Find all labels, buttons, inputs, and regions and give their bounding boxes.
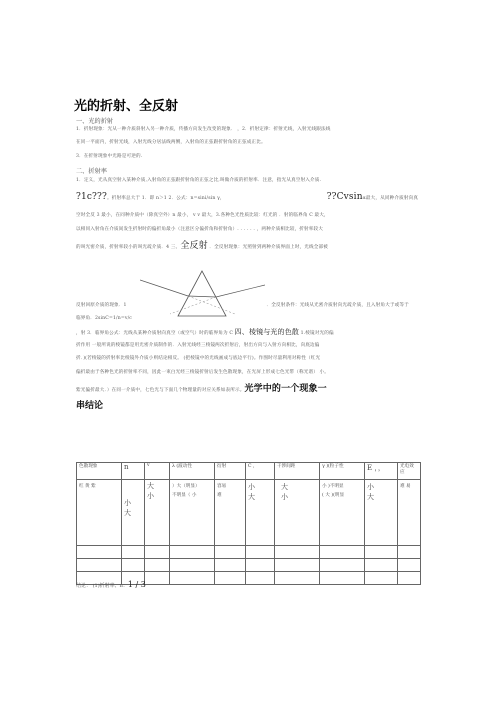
table-cell — [398, 572, 421, 585]
table-cell — [215, 559, 246, 572]
cell-value: 大 — [124, 509, 131, 517]
table-header: 色散现象 — [77, 463, 122, 480]
cell-value: ）大（明显） — [172, 484, 200, 489]
cell-value: 容易 — [217, 484, 227, 489]
inline-heading-prism: 四、棱镜与光的色散 — [234, 328, 299, 336]
section-heading-refractive-index: 二、折射率 — [76, 168, 107, 175]
conclusion-line — [76, 580, 146, 589]
table-header-row — [77, 463, 421, 480]
table-header: 光电效应 — [398, 463, 421, 480]
paragraph-line: 紫光偏折最大．）在同一介质中，七色光与下面几个物理量的对应关系如表所示。 — [76, 388, 245, 393]
paragraph-line: 以相同入射角在介质间发生折射时的偏折角最小（注意区分偏折角和折射角）. . . . . . ，两种介质相比较，折射率较大 — [76, 227, 324, 232]
table-cell — [365, 480, 398, 546]
table-cell — [170, 559, 215, 572]
paragraph-line: 反射回原介质的现象．1 — [76, 303, 127, 308]
table-cell — [145, 559, 170, 572]
cell-value: 小 — [147, 492, 154, 500]
table-cell: 难 易 — [398, 480, 421, 546]
formula-fragment: ?1c??? — [76, 192, 107, 202]
cell-value: 难 — [217, 493, 222, 498]
paragraph-line: ．全反射现象：光照射到两种介质界面上时，光线全部被 — [207, 245, 328, 250]
table-cell — [215, 480, 246, 546]
inline-heading-conclusion-cont: 串结论 — [76, 401, 104, 411]
table-row-empty — [77, 559, 421, 572]
table-cell — [246, 572, 275, 585]
table-header: C ， — [246, 463, 275, 480]
cell-value: 不明显（ 小 — [172, 493, 197, 498]
paragraph-line: α最大，从同种介质射向真 — [362, 196, 419, 201]
section-heading-refraction: 一、光的折射 — [76, 118, 114, 125]
cell-value: 大 — [248, 493, 255, 501]
table-row-empty — [77, 546, 421, 559]
table-cell — [145, 480, 170, 546]
table-cell — [145, 572, 170, 585]
table-cell — [170, 480, 215, 546]
paragraph-line: 折作用 一般所说的棱镜都是用光密介质制作的．入射光线经三棱镜两次折射后，射出方向与入射方向相比，向底边偏 — [76, 343, 320, 348]
table-cell — [398, 546, 421, 559]
page-title: 光的折射、全反射 — [74, 99, 179, 114]
table-cell — [122, 559, 145, 572]
formula-fragment: ??Cvsin — [326, 192, 363, 202]
table-cell — [170, 572, 215, 585]
cell-value: 大 — [281, 483, 288, 491]
paragraph-line: 1．折射现象：光从一种介质斜射入另一种介质，传播方向发生改变的现象． ，2．折射定律：折射光线，入射光线跟法线 — [76, 127, 331, 132]
table-cell — [320, 572, 365, 585]
inline-heading-total-reflection: 全反射 — [180, 241, 208, 251]
table-cell — [77, 546, 122, 559]
cell-value: ( 大 )(明显 — [322, 493, 345, 498]
table-header: 衍射 — [215, 463, 246, 480]
table-cell — [365, 559, 398, 572]
table-cell — [145, 546, 170, 559]
cell-value: 小 — [281, 493, 288, 501]
table-cell — [365, 572, 398, 585]
table-cell — [77, 559, 122, 572]
table-cell: 红 黄 紫 — [77, 480, 122, 546]
paragraph-line: 临界角．2sinC=1/n=v/c — [76, 316, 132, 321]
cell-value: 大 — [147, 482, 154, 490]
paragraph-line: 偏折最由于各种色光的折射率不同，因此一束白光经三棱镜折射后发生色散现象，在光屏上形成七色光带（称光谱） 小。 — [76, 370, 330, 375]
inline-heading-conclusion: 光学中的一个现象一 — [244, 384, 327, 394]
cell-value: 小 — [367, 483, 374, 491]
paragraph-line: 。折射率总大于 1．即 n＞1 2．公式：n=sini/sin γ， — [106, 196, 225, 201]
table-cell — [275, 572, 320, 585]
paragraph-line: ，射 3．临界角公式：光线从某种介质射向真空（或空气）时的临界角为 C — [76, 331, 235, 336]
paragraph-line: 空时全反 3 最小，在同种介质中（除真空外）n 最小， v v 最大，3.各种色光性质比较：红光的 ．射的临界角 C 最大， — [76, 213, 329, 218]
paragraph-line: ．全反射条件：光线从光密介质射向光疏介质，且入射角大于或等于 — [266, 303, 409, 308]
table-row — [77, 480, 421, 546]
table-header: n — [122, 463, 145, 480]
table-header: v — [145, 463, 170, 480]
table-cell — [246, 546, 275, 559]
paragraph-line: 折．)(若棱镜的折射率比棱镜外介质小则结论相反。 (把棱镜中的光线画成与底边平行)。作图时尽量利用对称性（红光 — [76, 356, 321, 361]
paragraph-line: 3．在折射现象中光路是可逆的. — [76, 154, 143, 159]
table-header: E ，， — [365, 463, 398, 480]
conclusion-label: 结论： (1)折射率、n： — [76, 583, 128, 589]
table-cell — [275, 559, 320, 572]
cell-value: 小 )不明显 — [322, 484, 344, 489]
dispersion-table — [76, 462, 421, 585]
table-cell — [215, 546, 246, 559]
conclusion-value: 1 / 3 — [127, 580, 146, 589]
table-cell — [170, 546, 215, 559]
cell-value: 小 — [124, 499, 131, 507]
table-cell — [320, 480, 365, 546]
table-cell — [122, 546, 145, 559]
table-header: 干涉间距 — [275, 463, 320, 480]
table-cell — [122, 480, 145, 546]
table-header: γ )(粒子性 — [320, 463, 365, 480]
table-cell — [365, 546, 398, 559]
table-cell — [246, 559, 275, 572]
cell-value: 小 — [248, 483, 255, 491]
paragraph-line: 1．定义，光从真空射入某种介质,入射角的正弦跟折射角的正弦之比,叫做介质的折射率．注意，指光从真空射入介质. — [76, 178, 322, 183]
table-cell — [275, 480, 320, 546]
table-cell — [398, 559, 421, 572]
table-cell — [246, 480, 275, 546]
table-header: λ (波动性 — [170, 463, 215, 480]
paragraph-line: 的叫光密介质，折射率较小的叫光疏介质．4 三、 — [76, 245, 181, 250]
paragraph-line: 在同一平面内，折射光线，入射光线分居法线两侧，入射角的正弦跟折射角的正弦成正比。 — [76, 140, 266, 145]
paragraph-line: 1.棱镜对光的偏 — [299, 331, 334, 336]
table-cell — [275, 546, 320, 559]
cell-value: 大 — [367, 493, 374, 501]
table-cell — [320, 559, 365, 572]
table-cell — [215, 572, 246, 585]
table-cell — [320, 546, 365, 559]
